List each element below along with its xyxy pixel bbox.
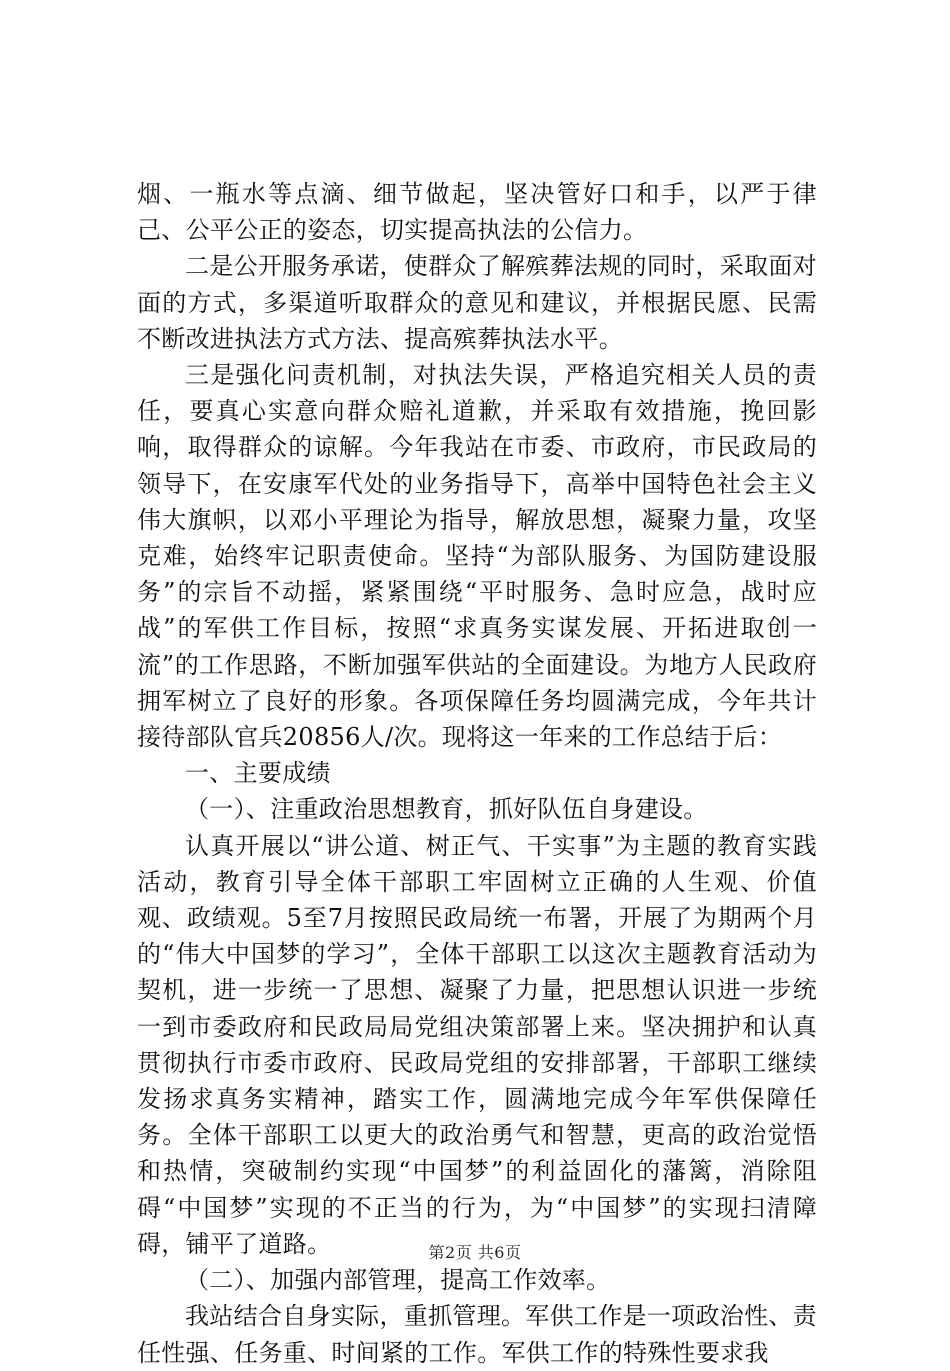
- subsection-heading-1: （一）、注重政治思想教育，抓好队伍自身建设。: [185, 795, 708, 824]
- paragraph-3: 三是强化问责机制，对执法失误，严格追究相关人员的责任，要真心实意向群众赔礼道歉，并采取有效措施，挽回影响，取得群众的谅解。今年我站在市委、市政府，市民政局的领导下，在安康军代处的业务指导下，高举中国特色社会主义伟大旗帜，以邓小平理论为指导，解放思想，凝聚力量，攻坚克难，始终牢记职责使命。坚持“为部队服务、为国防建设服务”的宗旨不动摇，紧紧围绕“平时服务、急时应急，战时应战”的军供工作目标，按照“求真务实谋发展、开拓进取创一流”的工作思路，不断加强军供站的全面建设。为地方人民政府拥军树立了良好的形象。各项保障任务均圆满完成，今年共计接待部队官兵20856人/次。现将这一年来的工作总结于后：: [137, 361, 817, 752]
- page-number-footer: 第2页 共6页: [428, 1243, 522, 1262]
- document-body: [137, 176, 817, 1371]
- paragraph-2: 二是公开服务承诺，使群众了解殡葬法规的同时，采取面对面的方式，多渠道听取群众的意见和建议，并根据民愿、民需不断改进执法方式方法、提高殡葬执法水平。: [137, 252, 817, 353]
- paragraph-1: 烟、一瓶水等点滴、细节做起，坚决管好口和手，以严于律己、公平公正的姿态，切实提高执法的公信力。: [137, 180, 817, 245]
- section-heading-main-achievements: 一、主要成绩: [185, 759, 331, 788]
- subsection-heading-2: （二）、加强内部管理，提高工作效率。: [185, 1266, 611, 1295]
- paragraph-5: 我站结合自身实际，重抓管理。军供工作是一项政治性、责任性强、任务重、时间紧的工作。军供工作的特殊性要求我: [137, 1302, 817, 1367]
- paragraph-4: 认真开展以“讲公道、树正气、干实事”为主题的教育实践活动，教育引导全体干部职工牢固树立正确的人生观、价值观、政绩观。5至7月按照民政局统一布署，开展了为期两个月的“伟大中国梦的学习”，全体干部职工以这次主题教育活动为契机，进一步统一了思想、凝聚了力量，把思想认识进一步统一到市委政府和民政局局党组决策部署上来。坚决拥护和认真贯彻执行市委市政府、民政局党组的安排部署，干部职工继续发扬求真务实精神，踏实工作，圆满地完成今年军供保障任务。全体干部职工以更大的政治勇气和智慧，更高的政治觉悟和热情，突破制约实现“中国梦”的利益固化的藩篱，消除阻碍“中国梦”实现的不正当的行为，为“中国梦”的实现扫清障碍，铺平了道路。: [137, 831, 817, 1258]
